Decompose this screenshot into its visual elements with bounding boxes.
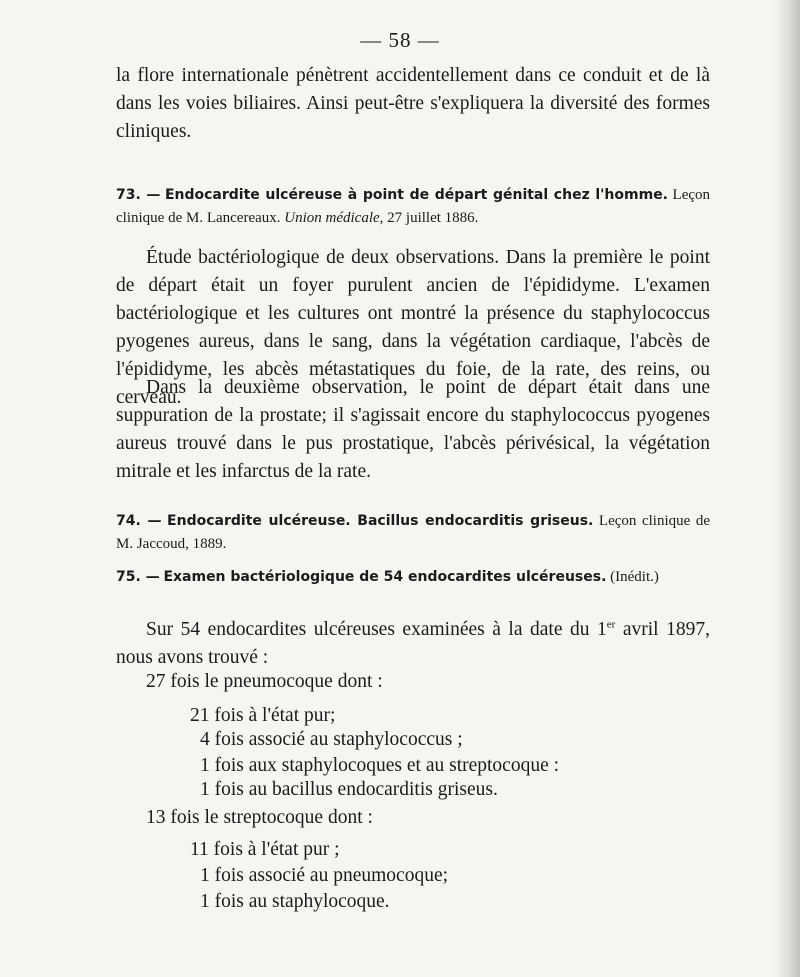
- entry-73-heading: [116, 184, 710, 230]
- list-item: 1 fois associé au pneumocoque;: [200, 865, 449, 886]
- list-item: 13 fois le streptocoque dont :: [146, 807, 373, 828]
- list-item: 1 fois aux staphylocoques et au streptocoque :: [200, 755, 560, 776]
- entry-75-paragraph: [116, 616, 710, 672]
- list-item: 4 fois associé au staphylococcus ;: [200, 729, 463, 750]
- entry-73-source: Leçon clinique de M. Lancereaux.: [116, 187, 711, 226]
- entry-74-source: Leçon clinique de M. Jaccoud, 1889.: [116, 513, 710, 552]
- entry-73-title: Endocardite ulcéreuse à point de départ génital chez l'homme.: [164, 187, 669, 203]
- entry-73-number: 73. —: [116, 187, 161, 203]
- entry-74-heading: [116, 510, 710, 556]
- entry-73-date: 27 juillet 1886.: [387, 210, 479, 226]
- entry-75-number: 75. —: [116, 569, 160, 585]
- list-item: 1 fois au bacillus endocarditis griseus.: [200, 779, 498, 800]
- entry-75-text-post: avril 1897, nous avons trouvé :: [116, 619, 710, 668]
- list-item: 1 fois au staphylocoque.: [200, 891, 390, 912]
- list-item: 11 fois à l'état pur ;: [190, 839, 340, 860]
- entry-75-superscript: er: [606, 618, 616, 631]
- entry-74-title: Endocardite ulcéreuse. Bacillus endocarditis griseus.: [167, 513, 594, 529]
- page-edge-shadow: [774, 0, 800, 977]
- entry-75-heading: [116, 566, 710, 589]
- entry-75-text-pre: Sur 54 endocardites ulcéreuses examinées à la date du 1: [146, 619, 607, 640]
- list-item: 27 fois le pneumocoque dont :: [146, 671, 383, 692]
- page-number: — 58 —: [360, 28, 440, 52]
- entry-73-journal: Union médicale,: [284, 210, 384, 226]
- intro-paragraph: la flore internationale pénètrent accidentellement dans ce conduit et de là dans les voies biliaires. Ainsi peut-être s'expliquera la diversité des formes cliniques.: [116, 65, 710, 142]
- list-item: 21 fois à l'état pur;: [190, 705, 336, 726]
- entry-73-paragraph-2: Dans la deuxième observation, le point de départ était dans une suppuration de la prostate; il s'agissait encore du staphylococcus pyogenes aureus trouvé dans le pus prostatique, l'abcès périvésical, la végétation mitrale et les infarctus de la rate.: [116, 377, 710, 482]
- entry-75-title: Examen bactériologique de 54 endocardites ulcéreuses.: [163, 569, 607, 585]
- entry-73-paragraph-1: Étude bactériologique de deux observations. Dans la première le point de départ était un foyer purulent ancien de l'épididyme. L'examen bactériologique et les cultures ont montré la présence du staphylococcus pyogenes aureus, dans le sang, dans la végétation cardiaque, l'abcès de l'épididyme, les abcès métastatiques du foie, de la rate, des reins, ou cerveau.: [116, 247, 710, 408]
- entry-75-source: (Inédit.): [610, 569, 659, 585]
- entry-74-number: 74. —: [116, 513, 162, 529]
